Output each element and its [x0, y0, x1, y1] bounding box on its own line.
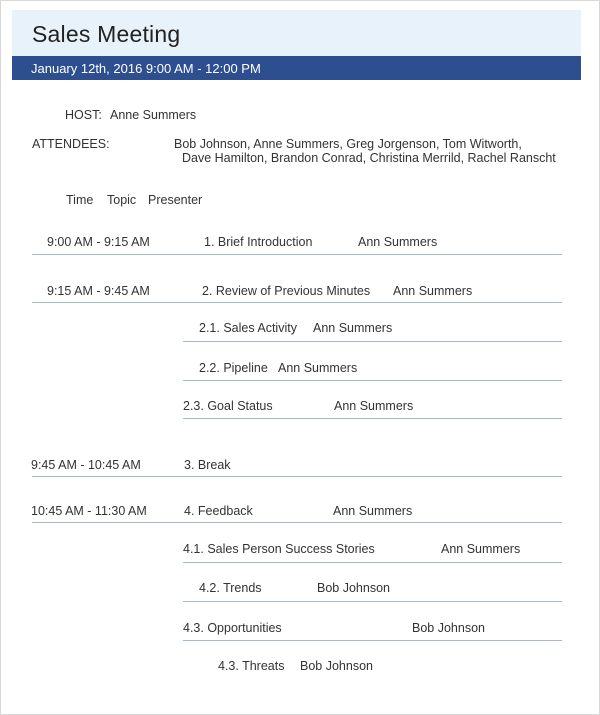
agenda-presenter: Bob Johnson: [317, 581, 390, 595]
column-header-topic: Topic: [107, 193, 137, 207]
agenda-topic: 2.3. Goal Status: [183, 399, 273, 413]
agenda-topic: 3. Break: [184, 458, 231, 472]
agenda-topic: 4.3. Opportunities: [183, 621, 282, 635]
attendees-line-1: Bob Johnson, Anne Summers, Greg Jorgenson, Tom Witworth,: [174, 137, 522, 151]
row-divider: [183, 380, 562, 381]
date-bar: [12, 56, 581, 80]
row-divider: [32, 522, 562, 523]
row-divider: [32, 254, 562, 255]
agenda-topic: 2. Review of Previous Minutes: [202, 284, 371, 298]
row-divider: [183, 418, 562, 419]
row-divider: [183, 562, 562, 563]
row-divider: [32, 302, 562, 303]
agenda-topic: 4.1. Sales Person Success Stories: [183, 542, 375, 556]
row-divider: [183, 341, 562, 342]
agenda-presenter: Ann Summers: [333, 504, 413, 518]
agenda-time: 9:00 AM - 9:15 AM: [47, 235, 150, 249]
attendees-label: ATTENDEES:: [32, 137, 110, 151]
agenda-topic: 1. Brief Introduction: [204, 235, 313, 249]
column-header-presenter: Presenter: [148, 193, 203, 207]
page-title: Sales Meeting: [32, 21, 181, 47]
agenda-presenter: Ann Summers: [441, 542, 521, 556]
row-divider: [183, 601, 562, 602]
host-label: HOST:: [65, 108, 102, 122]
agenda-time: 10:45 AM - 11:30 AM: [31, 504, 147, 518]
agenda-time: 9:15 AM - 9:45 AM: [47, 284, 150, 298]
agenda-time: 9:45 AM - 10:45 AM: [31, 458, 141, 472]
agenda-presenter: Ann Summers: [313, 321, 393, 335]
row-divider: [32, 476, 562, 477]
agenda-presenter: Ann Summers: [278, 361, 358, 375]
agenda-presenter: Ann Summers: [393, 284, 473, 298]
meeting-date-time: January 12th, 2016 9:00 AM - 12:00 PM: [31, 61, 261, 76]
agenda-topic: 2.1. Sales Activity: [199, 321, 297, 335]
attendees-line-2: Dave Hamilton, Brandon Conrad, Christina Merrild, Rachel Ranscht: [182, 151, 556, 165]
agenda-topic: 2.2. Pipeline: [199, 361, 268, 375]
row-divider: [183, 640, 562, 641]
agenda-topic: 4. Feedback: [184, 504, 253, 518]
agenda-presenter: Ann Summers: [358, 235, 438, 249]
host-name: Anne Summers: [110, 108, 197, 122]
title-band: [12, 10, 581, 56]
agenda-presenter: Bob Johnson: [412, 621, 485, 635]
agenda-topic: 4.3. Threats: [218, 659, 285, 673]
column-header-time: Time: [66, 193, 94, 207]
agenda-presenter: Bob Johnson: [300, 659, 373, 673]
agenda-topic: 4.2. Trends: [199, 581, 262, 595]
agenda-presenter: Ann Summers: [334, 399, 414, 413]
